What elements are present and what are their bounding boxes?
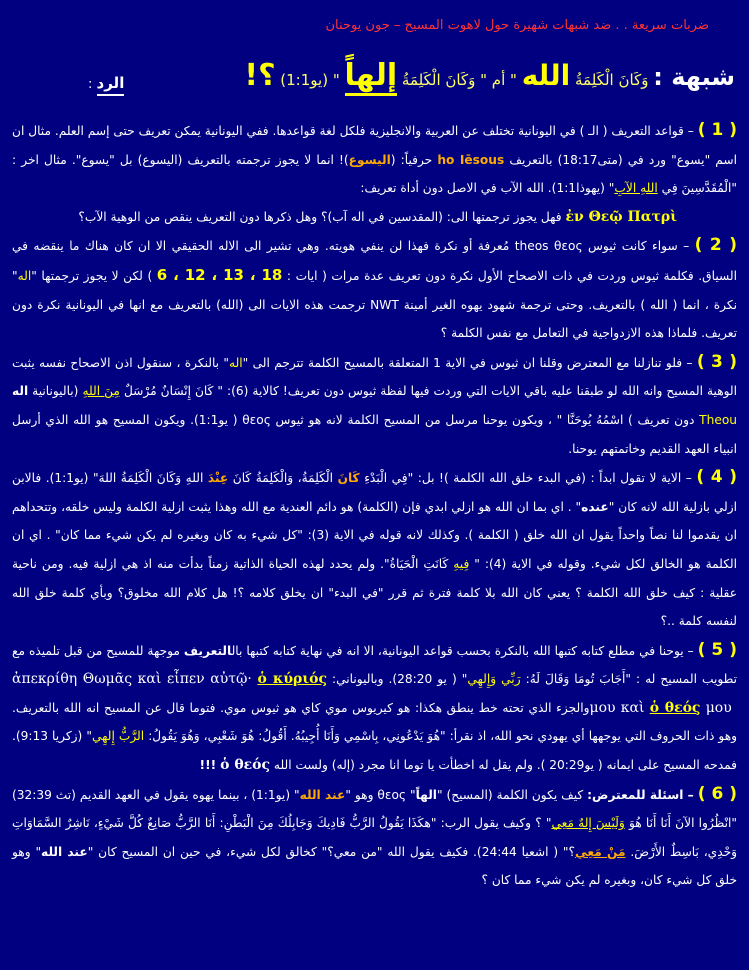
section-text: – فلو تنازلنا مع المعترض وقلنا ان ثيوس في الاية 1 المتعلقة بالمسيح الكلمة تترجم الى " <box>242 355 693 370</box>
section-text: الْكَلِمَةُ، وَالْكَلِمَةُ كَانَ <box>232 471 334 486</box>
reply-colon: : <box>88 77 93 92</box>
heading-part2: " أم " وَكَانَ الْكَلِمَةُ <box>401 71 517 89</box>
section-label: – اسئلة للمعترض: <box>587 787 694 802</box>
section-text: – سواء كانت ثيوس theos θεος مُعرفة أو نكرة فهذا لن ينفي هويته. وهي تشير الى الاله الحقيقي الا ان كان هناك ما ينقضه في السياق. فكلمة ثيوس وردت في ذات الاصحاح الأول نكرة دون تعريف عدة مرات ( ايات : <box>12 239 737 283</box>
section-1 <box>12 116 737 203</box>
section-6 <box>12 780 737 895</box>
highlight-indahu: عنده <box>581 499 609 514</box>
highlight-inda: عِنْدَ <box>207 471 229 486</box>
highlight-rabbi: رَبِّي وَإِلهِي <box>467 672 521 687</box>
section-number: ( 6 ) <box>697 783 738 804</box>
section-3 <box>12 348 737 463</box>
highlight-ho-iesous: ho Iēsous <box>437 152 505 167</box>
section-text: " ؟ وكيف يقول الرب: "هكَذَا يَقُولُ الرَّبُّ فَادِيكَ وَجَابِلُكَ مِنَ الْبَطْنِ: أَنَا الرَّبُّ صَانِعٌ كُلَّ شَيْءٍ، نَاشِرٌ السَّمَاوَاتِ وَحْدِي، بَاسِطٌ الأَرْضَ. <box>12 816 738 859</box>
greek-ho-theos: ὁ θεός <box>649 699 701 716</box>
section-text: كيف يكون الكلمة (المسيح) " <box>436 787 584 802</box>
section-text: " ( يو 28:20). وباليوناني: <box>332 672 468 687</box>
heading-row <box>14 58 735 100</box>
heading-ilahan: إلهاً <box>345 58 398 96</box>
greek-part: μου <box>705 699 732 716</box>
page-heading <box>244 58 735 93</box>
highlight-allah-ab: اللهِ الآبِ <box>614 181 658 196</box>
section-text: والجزء الذي تحته خط ينطق هكذا: هو كيريوس موي كاي هو ثيوس موي. فتوما قال عن المسيح انه الله بالتعريف. وهو ذات الحروف التي يوجهها أي يهودي نحو الله، اذ نقرأ: "هُوَ يَدْعُونِي، بِاسْمِي وَأَنَا أُجِيبُهُ. أَقُولُ: هُوَ شَعْبِي، وَهُوَ يَقُولُ: <box>12 700 738 744</box>
highlight-ilah: اله <box>12 384 29 399</box>
highlight-rabbi: الرَّبُّ إِلهِي <box>91 729 145 744</box>
highlight-man-mai: مَنْ مَعِي <box>575 844 626 859</box>
section-text: حرفياً: ( <box>390 152 433 167</box>
heading-ref: " (يو1:1) <box>280 71 340 89</box>
greek-part: μου καὶ <box>589 699 645 716</box>
highlight-theou: Theou <box>699 412 738 427</box>
highlight-ilahan: الهاً <box>415 787 437 802</box>
heading-allah: الله <box>521 59 571 92</box>
section-text: " (يو1:1) ، بينما يهوه يقول في العهد القديم (تث 32:39) "انْظُرُوا الآنَ أَنَا أَنَا هُوَ <box>12 787 738 831</box>
section-number: ( 3 ) <box>696 351 737 372</box>
section-2 <box>12 231 737 347</box>
section-text: " θεος وهو " <box>345 787 416 802</box>
highlight-verses: 6 ، 12 ، 13 ، 18 <box>156 265 283 284</box>
section-number: ( 2 ) <box>694 235 737 256</box>
section-4 <box>12 463 737 636</box>
highlight-ind-allah: عند الله <box>41 844 88 859</box>
section-1-greek <box>12 203 737 232</box>
exclamations: !!! <box>199 758 217 773</box>
section-text: ) لكن لا يجوز ترجمتها " <box>31 268 153 283</box>
section-text: اللهِ وَكَانَ الْكَلِمَةُ اللهَ" (يو1:1). فالابن ازلي بازلية الله لانه كان " <box>12 471 737 514</box>
highlight-fihi: فِيهِ <box>453 556 470 571</box>
highlight-laysa: وَلَيْسَ إِلهٌ مَعِي <box>551 816 625 831</box>
greek-text: ἐν Θεῷ Πατρὶ <box>565 208 677 225</box>
section-text: دون تعريف ) اسْمُهُ يُوحَنَّا " ، ويكون يوحنا مرسل من المسيح الكلمة لانه هو ثيوس θεος ( يو1:1). ويكون المسيح هو الله الذي أرسل انبياء العهد القديم وخاتمتهم يوحنا. <box>12 412 737 456</box>
section-text: موجهة للمسيح من قبل تلميذه مع تطويب المسيح له : "أَجَابَ تُومَا وَقَالَ لَهُ: <box>12 643 738 687</box>
section-text: – قواعد التعريف ( الـ ) في اليونانية تختلف عن العربية والانجليزية فلكل لغة قواعدها. ففي اليونانية يمكن تعريف حتى إسم العلم. مثال ان اسم "يسوع" ورد في (متى18:17) بالتعريف <box>12 124 738 167</box>
section-text: " بالنكرة ، سنقول اذن الاصحاح نفسه يثبت الوهية المسيح وانه الله لو طبقنا عليه باقي الايات التي وردت فيها لفظة ثيوس دون تعريف! كالاية (6): " كَانَ إِنْسَانٌ مُرْسَلٌ <box>12 355 738 399</box>
highlight-ilah: اله <box>17 268 32 283</box>
heading-part1: وَكَانَ الْكَلِمَةُ <box>575 71 649 89</box>
section-text: " وهو خلق كل شيء كان، وبغيره لم يكن شيء مما كان ؟ <box>12 844 737 888</box>
section-text: كَانَتِ الْحَيَاةُ". ولم يحدد لهذه الحياة الذاتية زمناً بدأت منه اذ هي ازلية فيه. ومن ناحية عقلية : كيف خلق الله الكلمة ؟ يعني كان الله بلا كلمة فترة ثم قرر "في البدء" ان يخلق كلامه ؟! هل كلام الله مخلوق؟ وبأي كلمة خلق الله لنفسه كلمة ..؟ <box>12 556 737 629</box>
section-text: – يوحنا في مطلع كتابه كتبها الله بالنكرة بحسب قواعد اليونانية، الا انه في نهاية كتابه كتبها بال <box>231 643 694 658</box>
section-number: ( 4 ) <box>696 467 737 488</box>
highlight-kana: كَانَ <box>337 471 360 486</box>
greek-ho-theos: ὁ θεός <box>220 757 271 774</box>
highlight-ind-allah: عند الله <box>299 787 346 802</box>
article-body <box>12 116 737 895</box>
section-text: )! انما لا يجوز ترجمته بالتعريف (اليسوع) بل "يسوع". مثال اخر : "الْمُقَدَّسِينَ فِي <box>12 152 737 196</box>
reply-word: الرد <box>97 74 125 96</box>
greek-part: ἀπεκρίθη Θωμᾶς καὶ εἶπεν αὐτῷ· <box>12 671 252 688</box>
section-text: " . اي بما ان الله هو ازلي ابدي فإن (الكلمة) هو دائم العندية مع الله وهذا يثبت ازلية الكلمة وليس خلقه، وتتحداهم ان يقدموا لنا نصاً واحداً يقول ان الله خلق ( الكلمة ). وكذلك لانه قوله في الاية (3): "كل شيء به كان وبغيره لم يكن شيء مما كان" . اي ان الكلمة هو الخالق لكل شيء. وقوله في الاية (4): " <box>12 499 738 571</box>
heading-question-marks: ؟! <box>244 58 276 93</box>
section-5 <box>12 636 737 780</box>
section-number: ( 1 ) <box>697 120 737 140</box>
highlight-tarif: التعريف <box>183 643 232 658</box>
section-number: ( 5 ) <box>697 639 738 660</box>
section-text: – الاية لا تقول ابداً : (في البدء خلق الله الكلمة )! بل: "فِي الْبَدْءِ <box>364 471 692 486</box>
reply-label <box>88 74 124 92</box>
section-text: " نكرة ، انما ( الله ) بالتعريف. وحتى ترجمة شهود يهوه الغير أمينة NWT ترجمت هذه الايات الى (الله) بالتعريف مع انها في اليونانية نكرة دون تعريف. فلماذا هذه الازدواجية في التعامل مع نفس الكلمة ؟ <box>12 268 737 341</box>
section-text: " (زكريا 9:13). فمدحه المسيح على ايمانه ( يو20:29 ). ولم يقل له اخطأت يا توما انا مجرد (إله) ولست الله <box>12 729 737 773</box>
section-question: فهل يجوز ترجمتها الى: (المقدسين في اله آب)؟ وهل ذكرها دون التعريف ينقص من الوهية الآب؟ <box>78 209 562 224</box>
section-text: " (يهوذا1:1). الله الآب في الاصل دون أداة تعريف: <box>360 181 615 196</box>
section-text: (باليونانية <box>32 384 79 399</box>
page-top-title: ضربات سريعة . . ضد شبهات شهيرة حول لاهوت المسيح – جون يوحنان <box>325 18 709 33</box>
highlight-alyasoa: اليسوع <box>348 152 391 167</box>
heading-label: شبهة : <box>653 63 735 91</box>
greek-ho-kurios: ὁ κύριός <box>257 671 327 688</box>
highlight-min-allah: مِنَ اللهِ <box>82 384 120 399</box>
section-text: ؟" ( اشعيا 24:44). فكيف يقول الله "من معي؟" كخالق لكل شيء، في حين ان المسيح كان " <box>87 844 576 859</box>
highlight-ilah: اله <box>229 355 243 370</box>
